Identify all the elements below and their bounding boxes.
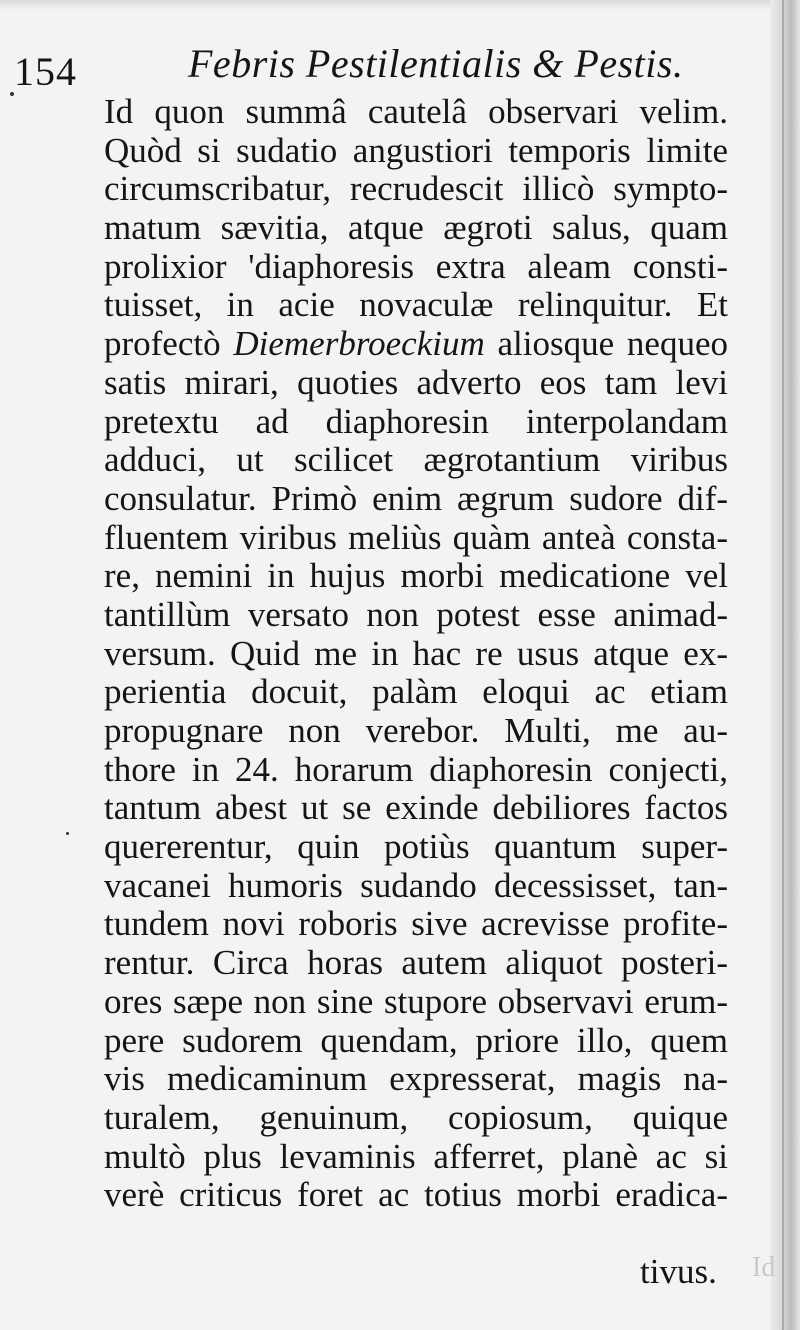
text-line: Quòd si sudatio angustiori temporis limite — [104, 130, 728, 170]
text-line: consulatur. Primò enim ægrum sudore dif- — [104, 478, 728, 518]
text-line: turalem, genuinum, copiosum, quique — [104, 1097, 728, 1137]
text-line: propugnare non verebor. Multi, me au- — [104, 711, 728, 750]
text-line: pretextu ad diaphoresin interpolandam — [104, 401, 728, 441]
text-line: quererentur, quin potiùs quantum super- — [104, 827, 728, 867]
body-text — [104, 93, 728, 1215]
ink-speck — [10, 92, 14, 96]
text-line: vis medicaminum expresserat, magis na- — [104, 1059, 728, 1099]
text-line: versum. Quid me in hac re usus atque ex- — [104, 633, 728, 673]
text-line: Id quon summâ cautelâ observari velim. — [104, 92, 728, 131]
text-line-with-italic-name: profectò Diemerbroeckium aliosque nequeo — [104, 324, 728, 364]
text-line: re, nemini in hujus morbi medicatione vel — [104, 556, 728, 596]
text-line: circumscribatur, recrudescit illicò sympto- — [104, 169, 728, 209]
text-line: perientia docuit, palàm eloqui ac etiam — [104, 672, 728, 712]
page-gutter-edge — [770, 0, 800, 1330]
text-line: matum sævitia, atque ægroti salus, quam — [104, 208, 728, 248]
text-line: tuisset, in acie novaculæ relinquitur. Et — [104, 285, 728, 325]
text-line: ores sæpe non sine stupore observavi erum- — [104, 981, 728, 1021]
text-line: tantum abest ut se exinde debiliores factos — [104, 788, 728, 828]
running-head: Febris Pestilentialis & Pestis. — [188, 41, 684, 86]
text-line: verè criticus foret ac totius morbi eradica- — [104, 1175, 728, 1215]
text-line: fluentem viribus meliùs quàm anteà consta- — [104, 517, 728, 557]
text-line: vacanei humoris sudando decessisset, tan- — [104, 865, 728, 905]
text-line: prolixior 'diaphoresis extra aleam consti- — [104, 246, 728, 286]
show-through-text: Id — [752, 1252, 776, 1283]
text-line: adduci, ut scilicet ægrotantium viribus — [104, 440, 728, 480]
italic-proper-name: Diemerbroeckium — [233, 324, 485, 364]
text-line: rentur. Circa horas autem aliquot posteri- — [104, 943, 728, 983]
text-line: thore in 24. horarum diaphoresin conjecti, — [104, 749, 728, 789]
text-line: multò plus levaminis afferret, planè ac si — [104, 1136, 728, 1176]
text-line: satis mirari, quoties adverto eos tam levi — [104, 362, 728, 402]
catchword: tivus. — [640, 1252, 717, 1291]
page-number: 154 — [14, 49, 77, 94]
text-line: tundem novi roboris sive acrevisse profite- — [104, 904, 728, 944]
page-top-edge — [0, 0, 800, 10]
text-line: pere sudorem quendam, priore illo, quem — [104, 1020, 728, 1060]
text-line: tantillùm versato non potest esse animad- — [104, 594, 728, 634]
ink-speck — [66, 832, 69, 835]
